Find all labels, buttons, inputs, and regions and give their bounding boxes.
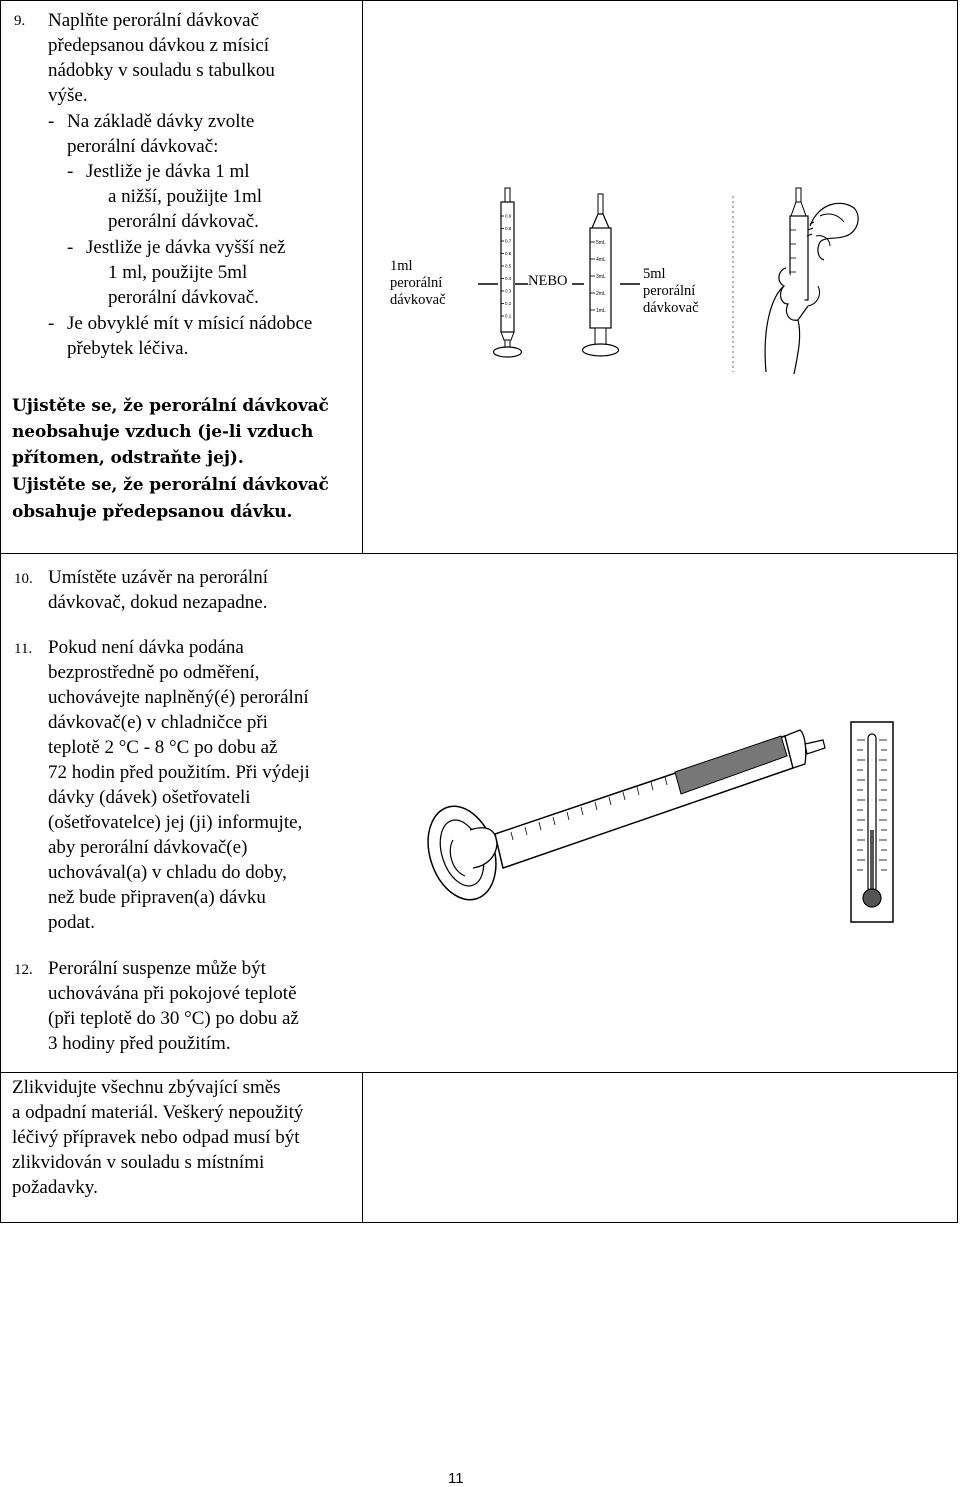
step-9-line-1: Naplňte perorální dávkovač bbox=[48, 10, 260, 31]
syringe-5ml-icon bbox=[578, 188, 628, 368]
oral-syringe-icon bbox=[417, 730, 825, 909]
scale-label: 1mL bbox=[596, 307, 606, 314]
disposal-line-2: a odpadní materiál. Veškerý nepoužitý bbox=[12, 1102, 304, 1123]
hand-holding-syringe-icon bbox=[758, 186, 868, 376]
scale-label: 0.9 bbox=[505, 213, 512, 219]
scale-label: 4mL bbox=[596, 256, 606, 263]
scale-label: 5mL bbox=[596, 239, 606, 246]
scale-label: 2mL bbox=[596, 290, 606, 297]
sub-bullet-1-line-3: perorální dávkovač. bbox=[108, 211, 259, 232]
label-or: NEBO bbox=[528, 273, 568, 289]
sub-bullet-2-line-2: 1 ml, použijte 5ml bbox=[108, 262, 248, 283]
label-5ml-line-2: perorální bbox=[643, 283, 696, 299]
step-number: 11. bbox=[14, 641, 33, 657]
scale-label: 0.5 bbox=[505, 263, 512, 269]
sub-bullet-1-line-2: a nižší, použijte 1ml bbox=[108, 186, 263, 207]
bullet-1-line-2: perorální dávkovač: bbox=[67, 136, 219, 157]
label-1ml-line-2: perorální bbox=[390, 275, 443, 291]
scale-label: 0.4 bbox=[505, 276, 512, 282]
step-11-line-3: uchovávejte naplněný(é) perorální bbox=[48, 687, 309, 708]
label-1ml-line-3: dávkovač bbox=[390, 292, 446, 308]
scale-label: 0.3 bbox=[505, 288, 512, 294]
disposal-line-5: požadavky. bbox=[12, 1177, 98, 1198]
step-11-line-2: bezprostředně po odměření, bbox=[48, 662, 260, 683]
scale-label: 0.8 bbox=[505, 226, 512, 232]
disposal-line-4: zlikvidován v souladu s místními bbox=[12, 1152, 265, 1173]
bullet-1-line-1: Na základě dávky zvolte bbox=[67, 111, 255, 132]
step-10-line-2: dávkovač, dokud nezapadne. bbox=[48, 592, 268, 613]
step-11-line-11: než bude připraven(a) dávku bbox=[48, 887, 266, 908]
step-10-line-1: Umístěte uzávěr na perorální bbox=[48, 567, 268, 588]
step-11-line-7: dávky (dávek) ošetřovateli bbox=[48, 787, 251, 808]
syringe-1ml-icon bbox=[488, 188, 528, 368]
warning-line-1: Ujistěte se, že perorální dávkovač bbox=[12, 396, 329, 416]
bullet-dash: - bbox=[48, 111, 55, 132]
step-9-line-4: výše. bbox=[48, 85, 88, 106]
page-number: 11 bbox=[448, 1470, 464, 1487]
label-5ml-line-3: dávkovač bbox=[643, 300, 699, 316]
step-12-line-4: 3 hodiny před použitím. bbox=[48, 1033, 231, 1054]
step-9-line-2: předepsanou dávkou z mísicí bbox=[48, 35, 270, 56]
bullet-4-line-1: Je obvyklé mít v mísicí nádobce bbox=[67, 313, 313, 334]
scale-label: 0.7 bbox=[505, 238, 512, 244]
sub-bullet-1-line-1: Jestliže je dávka 1 ml bbox=[86, 161, 250, 182]
warning-line-4: Ujistěte se, že perorální dávkovač bbox=[12, 475, 329, 495]
step-11-line-4: dávkovač(e) v chladničce při bbox=[48, 712, 268, 733]
sub-bullet-2-line-3: perorální dávkovač. bbox=[108, 287, 259, 308]
figure-refrigerated-syringe bbox=[425, 710, 905, 930]
bullet-dash: - bbox=[48, 313, 55, 334]
step-12-line-1: Perorální suspenze může být bbox=[48, 958, 266, 979]
step-11-line-5: teplotě 2 °C - 8 °C po dobu až bbox=[48, 737, 278, 758]
step-number: 9. bbox=[14, 13, 26, 29]
disposal-line-3: léčivý přípravek nebo odpad musí být bbox=[12, 1127, 300, 1148]
bullet-dash: - bbox=[67, 237, 74, 258]
step-11-line-12: podat. bbox=[48, 912, 95, 933]
step-12-line-3: (při teplotě do 30 °C) po dobu až bbox=[48, 1008, 299, 1029]
step-11-line-10: uchovával(a) v chladu do doby, bbox=[48, 862, 287, 883]
scale-label: 3mL bbox=[596, 273, 606, 280]
sub-bullet-2-line-1: Jestliže je dávka vyšší než bbox=[86, 237, 286, 258]
step-11-line-6: 72 hodin před použitím. Při výdeji bbox=[48, 762, 310, 783]
warning-line-3: přítomen, odstraňte jej). bbox=[12, 448, 244, 468]
label-1ml-line-1: 1ml bbox=[390, 258, 413, 274]
label-5ml-line-1: 5ml bbox=[643, 266, 666, 282]
scale-label: 0.6 bbox=[505, 251, 512, 257]
disposal-line-1: Zlikvidujte všechnu zbývající směs bbox=[12, 1077, 281, 1098]
step-11-line-9: aby perorální dávkovač(e) bbox=[48, 837, 248, 858]
thermometer-icon bbox=[851, 722, 893, 922]
bullet-4-line-2: přebytek léčiva. bbox=[67, 338, 189, 359]
step-number: 12. bbox=[14, 962, 33, 978]
scale-label: 0.1 bbox=[505, 313, 512, 319]
step-9-line-3: nádobky v souladu s tabulkou bbox=[48, 60, 275, 81]
warning-line-5: obsahuje předepsanou dávku. bbox=[12, 502, 293, 522]
scale-label: 0.2 bbox=[505, 301, 512, 307]
warning-line-2: neobsahuje vzduch (je-li vzduch bbox=[12, 422, 314, 442]
bullet-dash: - bbox=[67, 161, 74, 182]
step-number: 10. bbox=[14, 571, 33, 587]
step-12-line-2: uchovávána při pokojové teplotě bbox=[48, 983, 297, 1004]
step-11-line-1: Pokud není dávka podána bbox=[48, 637, 244, 658]
step-11-line-8: (ošetřovatelce) jej (ji) informujte, bbox=[48, 812, 303, 833]
